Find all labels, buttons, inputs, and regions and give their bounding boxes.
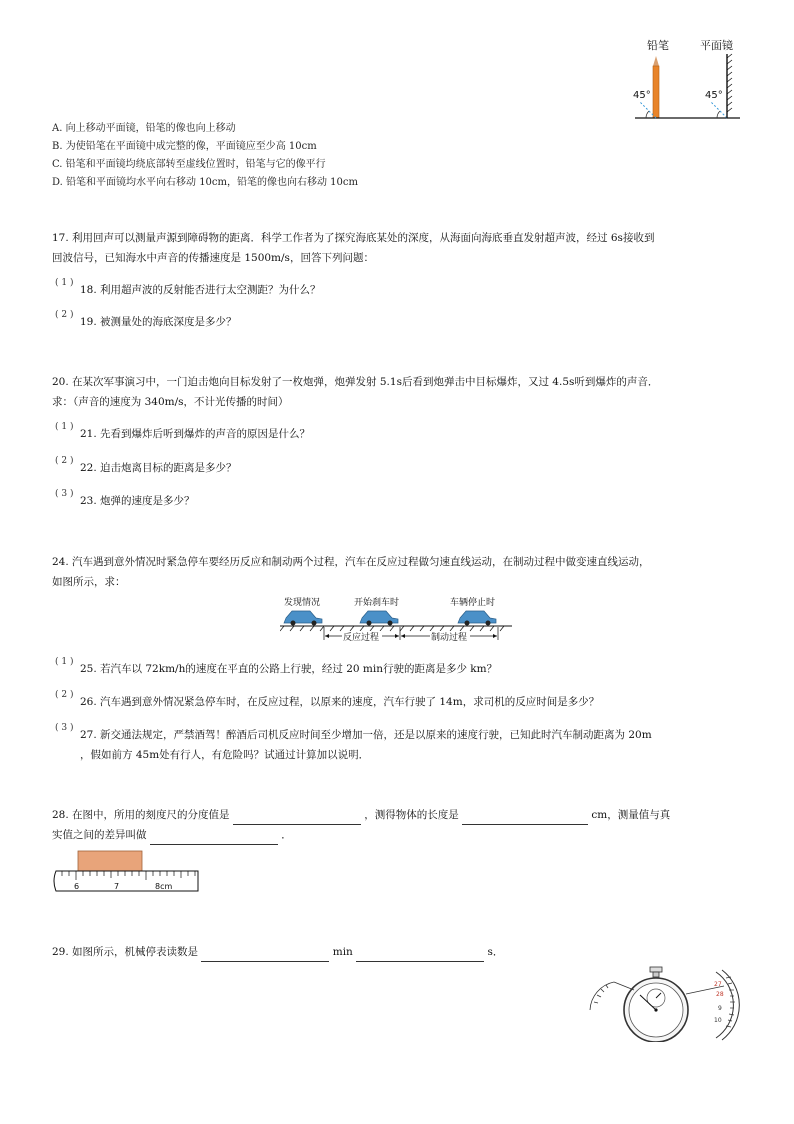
mirror-label: 平面镜 [700,39,733,52]
q28-blank-division[interactable] [233,812,361,825]
q28-part1: 28. 在图中，所用的刻度尺的分度值是 [52,809,230,821]
mirror-hatching [727,54,732,112]
q17-stem [52,228,752,268]
ruler-label-6: 6 [74,882,80,891]
q17-sub2-number: ( 2 ) [55,310,74,320]
ruler-label-7: 7 [114,882,120,891]
ruler-label-8cm: 8cm [155,882,173,891]
q24-line1: 24. 汽车遇到意外情况时紧急停车要经历反应和制动两个过程，汽车在反应过程做匀速直线运动，在制动过程中做变速直线运动， [52,556,650,568]
stopwatch-svg [588,964,744,1042]
q24-line2: 如图所示，求： [52,576,126,588]
q24-sub3-line2: ，假如前方 45m处有行人，有危险吗？试通过计算加以说明． [80,749,370,761]
car-1 [284,611,322,626]
car-2 [360,611,398,626]
q20-sub3: 23. 炮弹的速度是多少？ [80,495,195,507]
q29-blank-min[interactable] [201,949,329,962]
q24-sub3-line1: 27. 新交通法规定，严禁酒驾！醉酒后司机反应时间至少增加一倍，还是以原来的速度行驶，已知此时汽车制动距离为 20m [80,729,652,741]
q29-part3: s． [487,946,504,958]
label-start-braking: 开始刹车时 [354,598,400,608]
q29-stem [52,942,772,962]
dial-label-9: 9 [718,1005,722,1012]
q24-sub3 [80,725,770,765]
q24-sub1-number: ( 1 ) [55,657,74,667]
ruler-figure-svg [52,850,202,894]
q29-part1: 29. 如图所示，机械停表读数是 [52,946,199,958]
label-discover: 发现情况 [284,598,321,608]
q29-blank-sec[interactable] [356,949,484,962]
q20-sub1-number: ( 1 ) [55,422,74,432]
dial-label-27: 27 [714,981,722,988]
q24-stem [52,552,772,592]
braking-figure [280,594,512,646]
q28-blank-length[interactable] [462,812,588,825]
phase-braking: 制动过程 [431,633,468,643]
q17-sub1: 18. 利用超声波的反射能否进行太空测距？为什么？ [80,284,321,296]
dial-label-28: 28 [716,991,724,998]
q20-sub2: 22. 迫击炮离目标的距离是多少？ [80,462,237,474]
q24-sub1: 25. 若汽车以 72km/h的速度在平直的公路上行驶，经过 20 min行驶的距离是多少 km？ [80,663,498,675]
measured-block [78,851,142,871]
option-a[interactable]: A. 向上移动平面镜，铅笔的像也向上移动 [52,123,236,134]
label-stopped: 车辆停止时 [450,598,496,608]
q24-sub2: 26. 汽车遇到意外情况紧急停车时，在反应过程，以原来的速度，汽车行驶了 14m，求司机的反应时间是多少？ [80,696,600,708]
q28-part3: cm，测量值与真 [591,809,671,821]
pencil-body [653,66,659,118]
q20-line2: 求：（声音的速度为 340m/s，不计光传播的时间） [52,396,289,408]
braking-figure-svg [280,594,512,646]
option-d[interactable]: D. 铅笔和平面镜均水平向右移动 10cm，铅笔的像也向右移动 10cm [52,177,358,188]
q24-sub3-number: ( 3 ) [55,723,74,733]
q20-sub3-number: ( 3 ) [55,489,74,499]
angle-label-left: 45° [633,90,651,101]
angle-arc-right [717,111,720,118]
q20-line1: 20. 在某次军事演习中，一门迫击炮向目标发射了一枚炮弹，炮弹发射 5.1s后看到炮弹击中目标爆炸，又过 4.5s听到爆炸的声音． [52,376,659,388]
road-hatching [280,626,504,631]
ruler-figure [52,850,202,894]
q20-sub1: 21. 先看到爆炸后听到爆炸的声音的原因是什么？ [80,428,311,440]
q16-options [52,120,652,192]
phase-reaction: 反应过程 [343,633,380,643]
q28-part2: ，测得物体的长度是 [364,809,459,821]
angle-label-right: 45° [705,90,723,101]
option-b[interactable]: B. 为使铅笔在平面镜中成完整的像，平面镜应至少高 10cm [52,141,317,152]
q17-line2: 回波信号，已知海水中声音的传播速度是 1500m/s，回答下列问题： [52,252,374,264]
q29-part2: min [332,946,353,958]
mirror-dashed-line [711,102,727,118]
stopwatch-figure [588,964,744,1042]
q17-line1: 17. 利用回声可以测量声源到障碍物的距离．科学工作者为了探究海底某处的深度，从海面向海底垂直发射超声波，经过 6s接收到 [52,232,655,244]
mirror-figure [630,36,745,126]
q17-sub1-number: ( 1 ) [55,278,74,288]
q17-sub2: 19. 被测量处的海底深度是多少？ [80,316,237,328]
stopwatch-crown [650,967,662,972]
q28-blank-error[interactable] [150,832,278,845]
pencil-label: 铅笔 [647,39,669,52]
q20-sub2-number: ( 2 ) [55,456,74,466]
option-c[interactable]: C. 铅笔和平面镜均绕底部转至虚线位置时，铅笔与它的像平行 [52,159,326,170]
q28-stem [52,805,772,845]
angle-arc-left [646,111,649,118]
dial-label-10: 10 [714,1017,722,1024]
q20-stem [52,372,772,412]
pencil-tip [653,56,659,66]
q28-part4: 实值之间的差异叫做 [52,829,147,841]
q28-part5: ． [281,829,292,841]
q24-sub2-number: ( 2 ) [55,690,74,700]
mirror-figure-svg [630,36,745,126]
car-3 [458,611,496,626]
